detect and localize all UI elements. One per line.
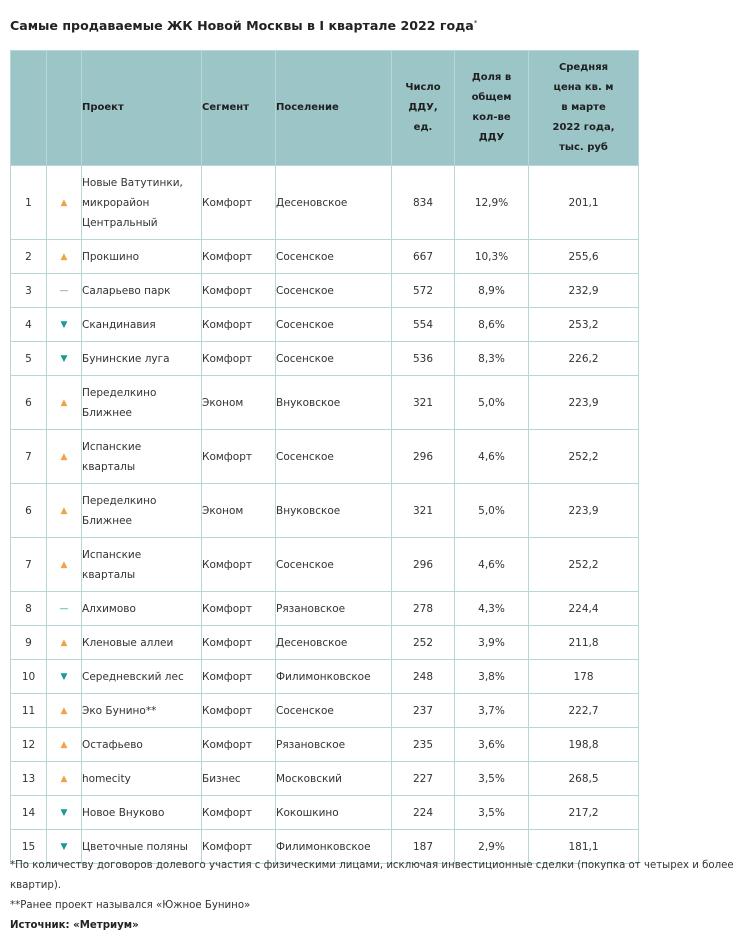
triangle-up-icon: ▲ (60, 505, 68, 516)
project-name-line: Прокшино (82, 250, 140, 263)
triangle-up-icon: ▲ (60, 397, 68, 408)
rank-cell: 9 (11, 626, 47, 660)
trend-icon (47, 430, 82, 484)
footnote-1-line-2: квартир). (10, 880, 62, 891)
project-cell (82, 484, 202, 538)
settlement-cell: Сосенское (276, 308, 392, 342)
ddu-count-cell: 321 (392, 484, 455, 538)
share-cell: 8,6% (455, 308, 529, 342)
trend-icon (47, 694, 82, 728)
avg-price-cell: 226,2 (529, 342, 639, 376)
project-cell (82, 342, 202, 376)
trend-icon (47, 728, 82, 762)
settlement-cell: Рязановское (276, 728, 392, 762)
footnotes (10, 856, 738, 936)
rank-cell: 10 (11, 660, 47, 694)
avg-price-cell: 178 (529, 660, 639, 694)
project-name-line: Новые Ватутинки, (82, 176, 183, 189)
share-cell: 3,6% (455, 728, 529, 762)
table-row (11, 166, 639, 240)
avg-price-cell: 252,2 (529, 430, 639, 484)
avg-price-cell: 223,9 (529, 376, 639, 430)
share-cell: 8,9% (455, 274, 529, 308)
avg-price-cell: 252,2 (529, 538, 639, 592)
triangle-up-icon: ▲ (60, 451, 68, 462)
trend-icon (47, 484, 82, 538)
rank-cell: 7 (11, 538, 47, 592)
ddu-count-cell: 187 (392, 830, 455, 864)
trend-icon (47, 626, 82, 660)
table-row (11, 762, 639, 796)
table-row (11, 796, 639, 830)
triangle-up-icon: ▲ (60, 559, 68, 570)
ddu-count-cell: 572 (392, 274, 455, 308)
project-cell (82, 430, 202, 484)
avg-price-cell: 222,7 (529, 694, 639, 728)
project-cell (82, 538, 202, 592)
project-name-line: Кленовые аллеи (82, 636, 174, 649)
trend-icon (47, 274, 82, 308)
project-name-line: микрорайон (82, 196, 150, 209)
dash-icon: — (59, 285, 69, 296)
triangle-down-icon: ▼ (60, 841, 68, 852)
ddu-count-cell: 321 (392, 376, 455, 430)
share-cell: 4,6% (455, 538, 529, 592)
trend-icon (47, 592, 82, 626)
settlement-cell: Филимонковское (276, 660, 392, 694)
project-name-line: Ближнее (82, 514, 132, 527)
header-segment: Сегмент (202, 51, 276, 166)
project-name-line: Скандинавия (82, 318, 156, 331)
trend-icon (47, 762, 82, 796)
ddu-count-cell: 224 (392, 796, 455, 830)
segment-cell: Комфорт (202, 728, 276, 762)
trend-icon (47, 240, 82, 274)
rank-cell: 3 (11, 274, 47, 308)
ddu-count-cell: 252 (392, 626, 455, 660)
ddu-count-cell: 237 (392, 694, 455, 728)
share-cell: 8,3% (455, 342, 529, 376)
header-ddu-count: Число ДДУ, ед. (392, 51, 455, 166)
trend-icon (47, 796, 82, 830)
settlement-cell: Сосенское (276, 694, 392, 728)
share-cell: 3,5% (455, 762, 529, 796)
avg-price-cell: 181,1 (529, 830, 639, 864)
project-cell (82, 240, 202, 274)
header-project: Проект (82, 51, 202, 166)
ddu-count-cell: 248 (392, 660, 455, 694)
project-name-line: Алхимово (82, 602, 136, 615)
rank-cell: 5 (11, 342, 47, 376)
project-cell (82, 274, 202, 308)
rank-cell: 6 (11, 484, 47, 538)
segment-cell: Комфорт (202, 830, 276, 864)
project-name-line: Переделкино (82, 494, 157, 507)
ddu-count-cell: 235 (392, 728, 455, 762)
segment-cell: Эконом (202, 484, 276, 538)
project-name-line: Новое Внуково (82, 806, 165, 819)
project-name-line: Эко Бунино** (82, 704, 157, 717)
ranking-table (10, 50, 639, 864)
segment-cell: Комфорт (202, 342, 276, 376)
source-note: Источник: «Метриум» (10, 920, 139, 931)
rank-cell: 2 (11, 240, 47, 274)
rank-cell: 8 (11, 592, 47, 626)
trend-icon (47, 538, 82, 592)
rank-cell: 13 (11, 762, 47, 796)
share-cell: 10,3% (455, 240, 529, 274)
avg-price-cell: 201,1 (529, 166, 639, 240)
segment-cell: Комфорт (202, 240, 276, 274)
project-cell (82, 694, 202, 728)
settlement-cell: Внуковское (276, 376, 392, 430)
header-share: Доля в общем кол-ве ДДУ (455, 51, 529, 166)
project-name-line: Цветочные поляны (82, 840, 188, 853)
project-name-line: homecity (82, 772, 131, 785)
table-row (11, 626, 639, 660)
triangle-down-icon: ▼ (60, 319, 68, 330)
ddu-count-cell: 834 (392, 166, 455, 240)
avg-price-cell: 211,8 (529, 626, 639, 660)
header-settlement: Поселение (276, 51, 392, 166)
table-body (11, 166, 639, 864)
table-row (11, 376, 639, 430)
settlement-cell: Десеновское (276, 626, 392, 660)
avg-price-cell: 217,2 (529, 796, 639, 830)
segment-cell: Комфорт (202, 796, 276, 830)
avg-price-cell: 198,8 (529, 728, 639, 762)
rank-cell: 1 (11, 166, 47, 240)
ddu-count-cell: 296 (392, 538, 455, 592)
table-row (11, 430, 639, 484)
table-row (11, 484, 639, 538)
rank-cell: 15 (11, 830, 47, 864)
share-cell: 5,0% (455, 484, 529, 538)
project-name-line: Испанские (82, 548, 142, 561)
settlement-cell: Рязановское (276, 592, 392, 626)
settlement-cell: Сосенское (276, 240, 392, 274)
project-name-line: Испанские (82, 440, 142, 453)
share-cell: 5,0% (455, 376, 529, 430)
project-cell (82, 376, 202, 430)
share-cell: 4,3% (455, 592, 529, 626)
project-name-line: Переделкино (82, 386, 157, 399)
segment-cell: Бизнес (202, 762, 276, 796)
segment-cell: Комфорт (202, 592, 276, 626)
table-row (11, 342, 639, 376)
title-footnote-mark: * (473, 18, 478, 27)
page-title: Самые продаваемые ЖК Новой Москвы в I квартале 2022 года* (10, 18, 478, 33)
settlement-cell: Кокошкино (276, 796, 392, 830)
triangle-up-icon: ▲ (60, 251, 68, 262)
rank-cell: 14 (11, 796, 47, 830)
segment-cell: Комфорт (202, 308, 276, 342)
avg-price-cell: 232,9 (529, 274, 639, 308)
rank-cell: 11 (11, 694, 47, 728)
settlement-cell: Московский (276, 762, 392, 796)
share-cell: 3,9% (455, 626, 529, 660)
rank-cell: 4 (11, 308, 47, 342)
project-cell (82, 796, 202, 830)
settlement-cell: Сосенское (276, 538, 392, 592)
rank-cell: 7 (11, 430, 47, 484)
table-row (11, 308, 639, 342)
project-cell (82, 166, 202, 240)
share-cell: 3,7% (455, 694, 529, 728)
project-cell (82, 762, 202, 796)
rank-cell: 6 (11, 376, 47, 430)
ddu-count-cell: 296 (392, 430, 455, 484)
triangle-up-icon: ▲ (60, 739, 68, 750)
segment-cell: Комфорт (202, 166, 276, 240)
footnote-2: **Ранее проект назывался «Южное Бунино» (10, 900, 251, 911)
segment-cell: Комфорт (202, 660, 276, 694)
table-row (11, 274, 639, 308)
project-cell (82, 728, 202, 762)
segment-cell: Комфорт (202, 694, 276, 728)
share-cell: 3,5% (455, 796, 529, 830)
share-cell: 12,9% (455, 166, 529, 240)
avg-price-cell: 224,4 (529, 592, 639, 626)
segment-cell: Комфорт (202, 626, 276, 660)
project-name-line: Середневский лес (82, 670, 184, 683)
trend-icon (47, 308, 82, 342)
triangle-up-icon: ▲ (60, 637, 68, 648)
avg-price-cell: 255,6 (529, 240, 639, 274)
project-cell (82, 660, 202, 694)
trend-icon (47, 660, 82, 694)
project-cell (82, 626, 202, 660)
ddu-count-cell: 667 (392, 240, 455, 274)
segment-cell: Комфорт (202, 274, 276, 308)
project-name-line: кварталы (82, 568, 136, 581)
settlement-cell: Филимонковское (276, 830, 392, 864)
triangle-down-icon: ▼ (60, 671, 68, 682)
trend-icon (47, 166, 82, 240)
project-name-line: Остафьево (82, 738, 143, 751)
triangle-down-icon: ▼ (60, 353, 68, 364)
ddu-count-cell: 536 (392, 342, 455, 376)
trend-icon (47, 376, 82, 430)
ddu-count-cell: 554 (392, 308, 455, 342)
project-name-line: кварталы (82, 460, 136, 473)
share-cell: 4,6% (455, 430, 529, 484)
triangle-down-icon: ▼ (60, 807, 68, 818)
dash-icon: — (59, 603, 69, 614)
settlement-cell: Сосенское (276, 430, 392, 484)
settlement-cell: Внуковское (276, 484, 392, 538)
segment-cell: Эконом (202, 376, 276, 430)
table-row (11, 660, 639, 694)
trend-icon (47, 342, 82, 376)
share-cell: 2,9% (455, 830, 529, 864)
table-row (11, 592, 639, 626)
project-name-line: Центральный (82, 216, 158, 229)
project-cell (82, 592, 202, 626)
settlement-cell: Сосенское (276, 342, 392, 376)
project-name-line: Бунинские луга (82, 352, 170, 365)
avg-price-cell: 253,2 (529, 308, 639, 342)
project-cell (82, 308, 202, 342)
table-row (11, 538, 639, 592)
settlement-cell: Десеновское (276, 166, 392, 240)
ddu-count-cell: 278 (392, 592, 455, 626)
header-rank (11, 51, 47, 166)
triangle-up-icon: ▲ (60, 705, 68, 716)
table-row (11, 240, 639, 274)
project-name-line: Саларьево парк (82, 284, 171, 297)
table-header-row (11, 51, 639, 166)
triangle-up-icon: ▲ (60, 773, 68, 784)
footnote-1-line-1: *По количеству договоров долевого участия с физическими лицами, исключая инвестиционные сделки (покупка от четырех и более (10, 860, 734, 871)
triangle-up-icon: ▲ (60, 197, 68, 208)
project-name-line: Ближнее (82, 406, 132, 419)
segment-cell: Комфорт (202, 538, 276, 592)
share-cell: 3,8% (455, 660, 529, 694)
table-row (11, 694, 639, 728)
settlement-cell: Сосенское (276, 274, 392, 308)
rank-cell: 12 (11, 728, 47, 762)
avg-price-cell: 268,5 (529, 762, 639, 796)
header-trend (47, 51, 82, 166)
header-avg-price: Средняя цена кв. м в марте 2022 года, тыс. руб (529, 51, 639, 166)
segment-cell: Комфорт (202, 430, 276, 484)
avg-price-cell: 223,9 (529, 484, 639, 538)
ddu-count-cell: 227 (392, 762, 455, 796)
table-row (11, 728, 639, 762)
